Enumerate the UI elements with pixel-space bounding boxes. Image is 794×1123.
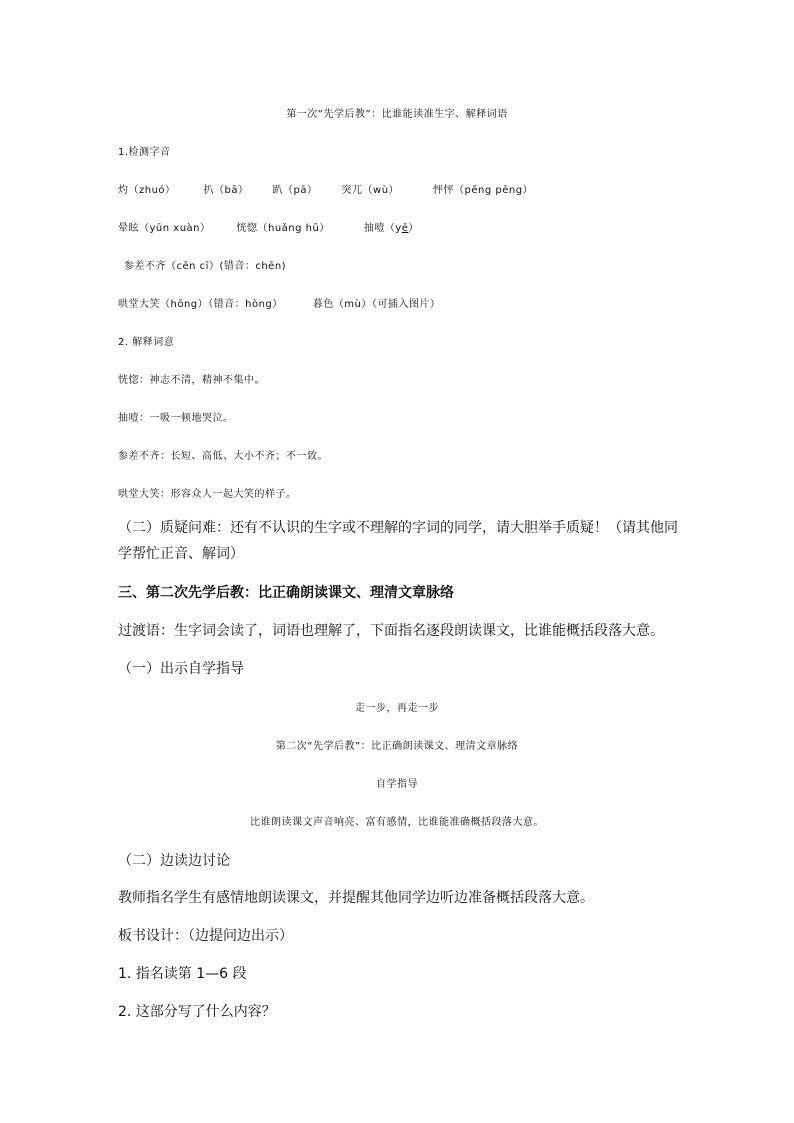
slide2-guide-text: 比谁朗读课文声音响亮、富有感情，比谁能准确概括段落大意。 — [250, 817, 544, 828]
definition-hongtang: 哄堂大笑：形容众人一起大笑的样子。 — [118, 489, 297, 500]
discuss-paragraph: 教师指名学生有感情地朗读课文，并提醒其他同学边听边准备概括段落大意。 — [118, 890, 594, 906]
slide2-guide-label: 自学指导 — [376, 779, 418, 790]
word-muse: 暮色（mù）（可插入图片） — [312, 299, 441, 310]
pronunciation-row-3: 参差不齐（cēn cī）(错音：chēn) — [124, 261, 287, 272]
question-paragraph: （二）质疑问难：还有不认识的生字或不理解的字词的同学，请大胆举手质疑！（请其他同学帮忙正音、解词） — [118, 520, 678, 562]
slide2-subtitle: 第二次“先学后教”：比正确朗读课文、理清文章脉络 — [275, 741, 519, 752]
word-pengpeng: 怦怦（pēng pēng） — [433, 185, 534, 196]
heading-explain-words: 2. 解释词意 — [118, 337, 175, 348]
board-item-1: 1. 指名读第 1—6 段 — [118, 966, 247, 982]
transition-paragraph: 过渡语：生字词会读了，词语也理解了，下面指名逐段朗读课文，比谁能概括段落大意。 — [118, 623, 664, 639]
definition-cenci: 参差不齐：长短、高低、大小不齐；不一致。 — [118, 451, 328, 462]
pronunciation-row-4 — [118, 295, 440, 310]
board-item-2: 2. 这部分写了什么内容？ — [118, 1004, 276, 1020]
guide-heading: （一）出示自学指导 — [118, 661, 244, 677]
discuss-heading: （二）边读边讨论 — [118, 853, 230, 869]
pronunciation-row-1 — [118, 181, 533, 196]
word-zhuo: 灼（zhuó） — [118, 185, 176, 196]
heading-check-pronunciation: 1.检测字音 — [118, 147, 171, 158]
slide2-lesson-title: 走一步，再走一步 — [355, 703, 439, 714]
board-design-heading: 板书设计：（边提问边出示） — [118, 928, 293, 944]
word-huanghu: 恍惚（huǎng hū） — [236, 223, 330, 234]
definition-huanghu: 恍惚：神志不清，精神不集中。 — [118, 375, 265, 386]
slide1-title: 第一次“先学后教”：比谁能读准生字、解释词语 — [286, 109, 508, 120]
section-three-heading: 三、第二次先学后教：比正确朗读课文、理清文章脉络 — [118, 585, 454, 601]
word-hongtang: 哄堂大笑（hōng）（错音：hòng） — [118, 299, 283, 310]
definition-chouye: 抽噎：一吸一顿地哭泣。 — [118, 413, 234, 424]
word-tuwu: 突兀（wù） — [341, 185, 400, 196]
word-ba: 扒（bā） — [203, 185, 249, 196]
pronunciation-row-2 — [118, 219, 419, 234]
word-pa: 趴（pā） — [272, 185, 318, 196]
word-chouye: 抽噎（yē） — [363, 223, 419, 234]
word-yunxuan: 晕眩（yūn xuàn） — [118, 223, 211, 234]
